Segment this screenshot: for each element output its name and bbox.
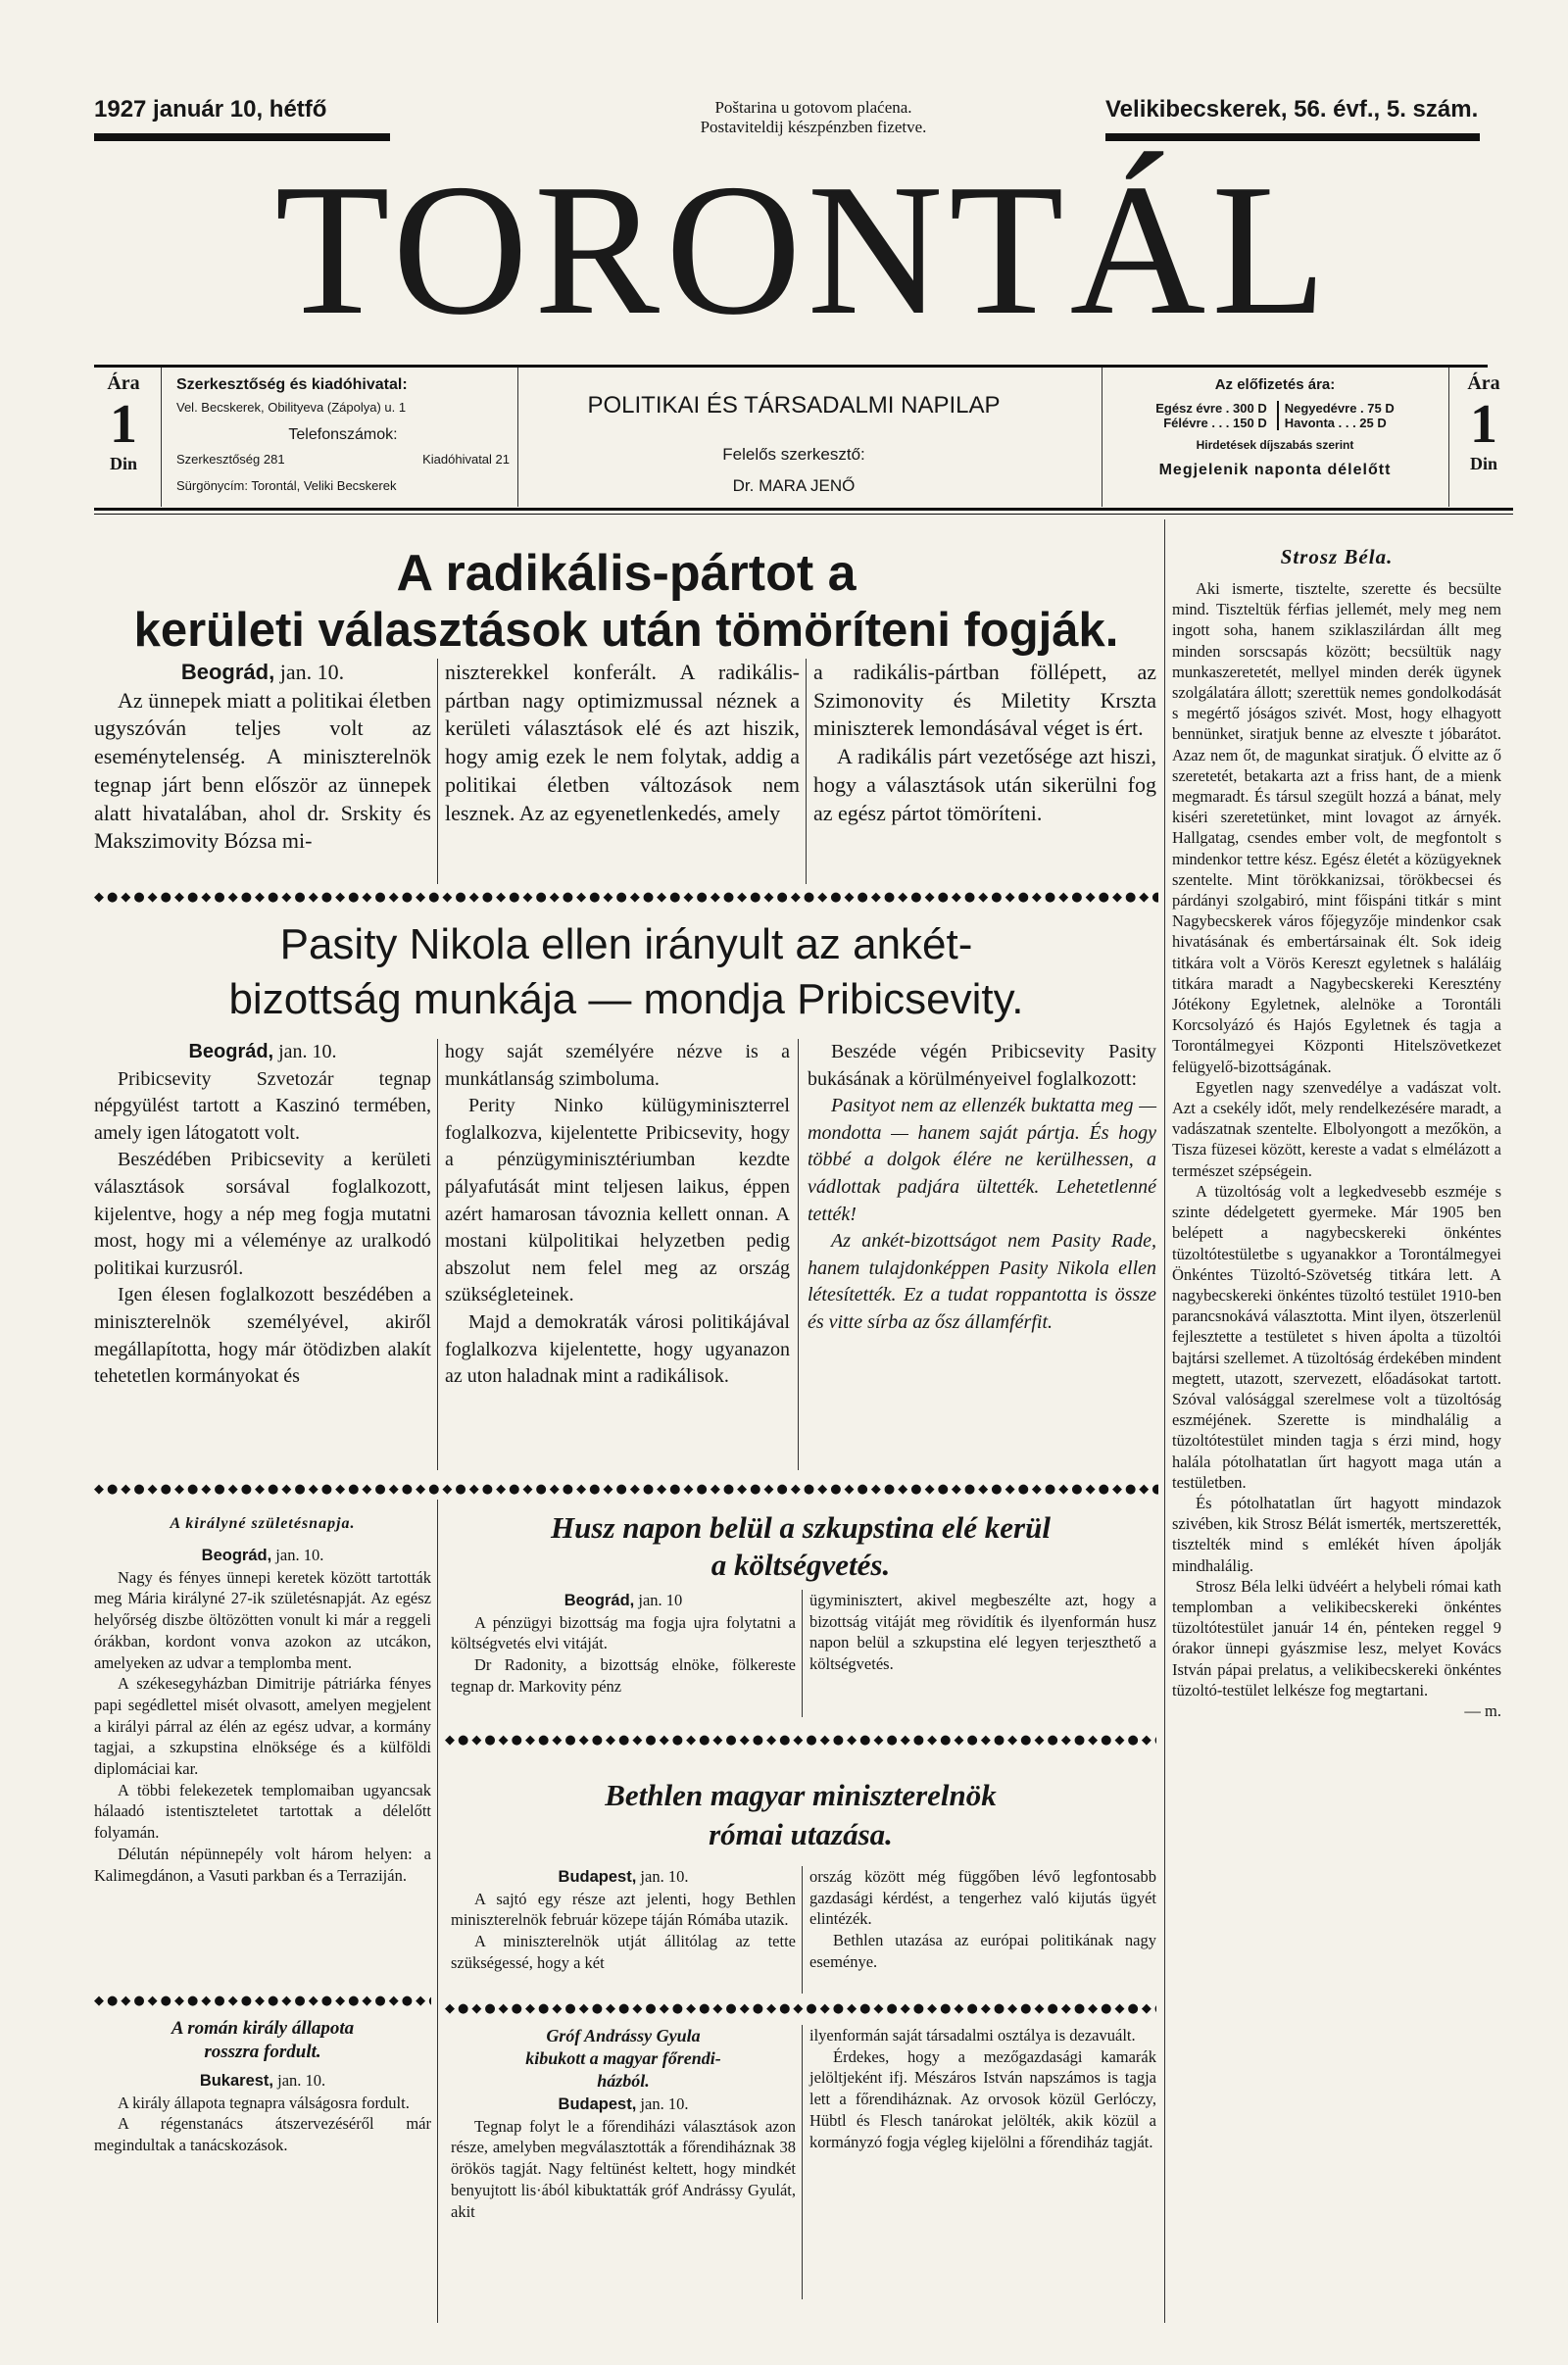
article1-headline xyxy=(94,545,1158,659)
budget-col1-p1: A pénzügyi bizottság ma fogja ujra folytatni a költségvetés elvi vitáját. xyxy=(451,1612,796,1653)
office-address: Vel. Becskerek, Obilityeva (Zápolya) u. 1 xyxy=(176,400,407,415)
andrassy-dateline-place: Budapest, xyxy=(558,2095,637,2113)
queen-p4: Délután népünnepély volt három helyen: a Kalimegdánon, a Vasuti parkban és a Terraziján. xyxy=(94,1844,431,1885)
article1-headline-line1: A radikális-pártot a xyxy=(396,545,857,602)
sub-monthly: Havonta . . . 25 D xyxy=(1277,416,1387,430)
price-unit: Din xyxy=(109,454,137,473)
price-label: Ára xyxy=(107,372,140,394)
obituary-p4: És pótolhatatlan űrt hagyott mindazok szivében, kik Strosz Bélát ismerték, mertszerették, tisztelték mind s emlékét híven ápolják mindhalálig. xyxy=(1172,1493,1501,1575)
queen-p2: A székesegyházban Dimitrije pátriárka fényes papi segédlettel misét olvasott, amelyen megjelent a királyi párral az élén az egész udvar, a kormány tagjai, a szkupstina elnöksége és a külföldi diplomáciai kar. xyxy=(94,1674,431,1779)
phones-row xyxy=(176,452,510,467)
newspaper-title: TORONTÁL xyxy=(274,145,1333,354)
romania-p2: A régenstanács átszervezéséről már megindultak a tanácskozások. xyxy=(94,2114,431,2155)
bethlen-dateline-place: Budapest, xyxy=(558,1868,637,1886)
subscription-row-2 xyxy=(1107,416,1443,430)
obituary-p2: Egyetlen nagy szenvedélye a vadászat volt. Azt a csekély időt, mely rendelkezésére maradt, a vadászatnak szentelte. Elbolyongott a mezőkön, a Tisza füzesei között, kereste a vadat s elmélázott a természet szépségein. xyxy=(1172,1077,1501,1180)
article2-dateline xyxy=(94,1039,431,1066)
office-title: Szerkesztőség és kiadóhivatal: xyxy=(176,376,408,393)
issue-info: Velikibecskerek, 56. évf., 5. szám. xyxy=(1105,96,1479,123)
andrassy-col2 xyxy=(809,2025,1156,2152)
masthead-bottom-rule-2 xyxy=(94,514,1513,515)
article1-col3-p1: a radikális-pártban föllépett, az Szimonovity és Miletity Krszta miniszterek lemondásával véget is ért. xyxy=(813,660,1156,741)
andrassy-divider xyxy=(802,2025,803,2299)
bethlen-col1 xyxy=(451,1866,796,1974)
romania-dateline xyxy=(94,2070,431,2093)
obituary-body xyxy=(1172,578,1501,1721)
sub-daily: Megjelenik naponta délelőtt xyxy=(1158,462,1392,478)
price-unit-right: Din xyxy=(1469,454,1497,473)
article1-dateline xyxy=(94,659,431,687)
article2-divider-1 xyxy=(437,1039,438,1470)
masthead-center xyxy=(529,392,1058,496)
andrassy-headline-line2: kibukott a magyar főrendi- xyxy=(525,2048,721,2068)
andrassy-col1-text: Tegnap folyt le a főrendiházi választások azon része, amelyben megválasztották a főrendiháznak 38 örökös tagját. Nagy feltünést keltett, hogy mindkét benyujtott lis·ából kibuktatták gróf Andrássy Gyulát, akit xyxy=(451,2116,796,2221)
article2-col3-quote2: Az ankét-bizottságot nem Pasity Rade, hanem tulajdonképpen Pasity Nikola ellen létesítették. Ez a tudat roppantotta is össze és vitte sírba az ősz államférfit. xyxy=(808,1230,1156,1333)
andrassy-col2-p2: Érdekes, hogy a mezőgazdasági kamarák jelöltjeként ifj. Mészáros István napszámos is tagja lett a főrendiháznak. Az orvosok közül Gerlóczy, Hübtl és Flesch tanárokat jelölték, akik közül a kormányzó fogja végleg kijelölni a főrendiház tagját. xyxy=(809,2046,1156,2151)
lower-left-divider xyxy=(437,1500,438,2323)
budget-col2-text: ügyminisztert, akivel megbeszélte azt, hogy a bizottság vitáját meg rövidítik és ilyenformán husz napon belül a szkupstina elé legyen terjeszthető a költségvetés. xyxy=(809,1591,1156,1674)
bethlen-divider xyxy=(802,1866,803,1994)
article2-col3-p1: Beszéde végén Pribicsevity Pasity bukásának a körülményeivel foglalkozott: xyxy=(808,1041,1156,1090)
price-value: 1 xyxy=(110,394,137,455)
ornament-divider-3 xyxy=(94,1995,431,2007)
article1-divider-1 xyxy=(437,659,438,884)
budget-dateline-place: Beográd, xyxy=(564,1592,635,1609)
bethlen-col1-p2: A miniszterelnök utját állitólag az tette szükségessé, hogy a két xyxy=(451,1932,796,1972)
article1-dateline-place: Beográd, xyxy=(180,660,275,684)
article1-col3-p2: A radikális párt vezetősége azt hiszi, hogy a választások után sikerülni fog az egész pártot tömöríteni. xyxy=(813,744,1156,825)
romania-dateline-date: jan. 10. xyxy=(277,2071,326,2090)
postage-note xyxy=(627,98,1000,137)
issue-date: 1927 január 10, hétfő xyxy=(94,96,327,123)
masthead-divider-4 xyxy=(1448,368,1449,507)
bethlen-col2-p1: ország között még függőben lévő legfontosabb gazdasági kérdést, a tengerhez való kijutás ügyét elintézék. xyxy=(809,1867,1156,1929)
obituary-p5: Strosz Béla lelki üdvéért a helybeli római kath templomban a velikibecskereki önkéntes tüzoltótestület január 14 én, pénteken reggel 9 órakor ünnepi gyászmise lesz, melyet Kovács István pápai prelatus, a velikibecskereki önkéntes tüzoltó-testület lelkésze fog megtartani. xyxy=(1172,1576,1501,1700)
budget-col1-p2: Dr Radonity, a bizottság elnöke, fölkereste tegnap dr. Markovity pénz xyxy=(451,1655,796,1696)
bethlen-col1-p1: A sajtó egy része azt jelenti, hogy Bethlen miniszterelnök február közepe táján Rómába utazik. xyxy=(451,1889,796,1930)
article2-col1-p2: Beszédében Pribicsevity a kerületi választások sorsával foglalkozott, kijelentve, hogy a nép meg fogja mutatni most, hogy mi a véleménye az uralkodó politikai kurzusról. xyxy=(94,1149,431,1279)
obituary-headline: Strosz Béla. xyxy=(1280,545,1394,568)
andrassy-headline-line3: házból. xyxy=(597,2071,650,2091)
phone-editorial: Szerkesztőség 281 xyxy=(176,452,285,467)
queen-headline: A királyné születésnapja. xyxy=(170,1515,356,1532)
bethlen-col2-p2: Bethlen utazása az európai politikának nagy eseménye. xyxy=(809,1931,1156,1971)
masthead-top-rule xyxy=(94,365,1488,368)
queen-dateline-place: Beográd, xyxy=(201,1547,272,1564)
andrassy-col1 xyxy=(451,2094,796,2222)
bethlen-dateline xyxy=(451,1866,796,1889)
bethlen-dateline-date: jan. 10. xyxy=(640,1867,689,1886)
romania-article xyxy=(94,2070,431,2156)
article2-col1 xyxy=(94,1039,431,1391)
ornament-divider-1 xyxy=(94,892,1158,904)
sub-quarterly: Negyedévre . 75 D xyxy=(1277,401,1395,416)
article2-col1-p3: Igen élesen foglalkozott beszédében a miniszterelnök személyével, akiről megállapította, hogy már ötödizben alakít tehetetlen kormányokat és xyxy=(94,1284,431,1388)
article2-col2 xyxy=(445,1039,790,1391)
subscription-box xyxy=(1107,376,1443,479)
article2-col2-p1: hogy saját személyére nézve is a munkátlanság szimboluma. xyxy=(445,1041,790,1090)
romania-p1: A király állapota tegnapra válságosra fordult. xyxy=(118,2093,410,2112)
subscription-title: Az előfizetés ára: xyxy=(1214,376,1336,393)
obituary-p1: Aki ismerte, tisztelte, szerette és becsülte mind. Tiszteltük férfias jellemét, mely meg nem ingott soha, hanem sziklaszilárdan állt meg minden sorscsapás között; becsültük nagy munkaszeretetét, mellyel minden derék ügynek szolgálatára állott; szerettük nemes gondolkodását s megértő jóságos szivét. Most, hogy elhagyott bennünket, siratjuk benne az elveszte t jóbarátot. Azaz nem őt, de magunkat siratjuk. Ő elvitte az ő szeretetét, betakarta azt a friss hant, de a mienk megmaradt. És társul szegült hozzá a bánat, mely kiséri szeretetünket, mint lovagot az árnyék. Hallgatag, csendes ember volt, de megfontolt s mindenkor tettre kész. Egész életét a közügyeknek szentelte. Mint törökkanizsai, törökbecsei és párdányi szolgabiró, mint főispáni titkár s mint Nagybecskerek város főjegyzője mindenkor csak hivatásának és embertársainak élt. Sok ideig titkára volt a Vörös Kereszt egyletnek s haláláig titkára maradt a Nagybecskereki Keresztény Jótékony Egyletnek, alelnöke a Torontáli Korcsolyázó és Hajós Egyletnek és tagja a Torontálmegyei Központi Hitelszövetkezet felügyelő-bizottságának. xyxy=(1172,579,1501,1076)
article2-dateline-place: Beográd, xyxy=(188,1041,274,1062)
editor-name: Dr. MARA JENŐ xyxy=(732,476,856,495)
article2-divider-2 xyxy=(798,1039,799,1470)
article2-headline-line2: bizottság munkája — mondja Pribicsevity. xyxy=(228,975,1024,1023)
budget-headline xyxy=(445,1509,1156,1584)
article2-dateline-date: jan. 10. xyxy=(278,1041,337,1062)
budget-dateline xyxy=(451,1590,796,1612)
masthead-divider-2 xyxy=(517,368,518,507)
romania-headline-line1: A román király állapota xyxy=(171,2018,355,2039)
masthead-divider-1 xyxy=(161,368,162,507)
romania-dateline-place: Bukarest, xyxy=(199,2072,274,2090)
romania-headline xyxy=(94,2017,431,2064)
masthead-bottom-rule xyxy=(94,508,1513,511)
andrassy-headline xyxy=(451,2025,796,2093)
editor-label: Felelős szerkesztő: xyxy=(722,445,865,464)
article2-col1-p1: Pribicsevity Szvetozár tegnap népgyülést tartott a Kaszinó termében, amely igen látogatott volt. xyxy=(94,1067,431,1144)
article2-col2-p3: Majd a demokraták városi politikájával foglalkozva kijelentette, hogy ugyanazon az uton haladnak mint a radikálisok. xyxy=(445,1310,790,1388)
article1-col2-text: niszterekkel konferált. A radikális-pártban nagy optimizmussal néznek a kerületi választások elé és azt hiszik, hogy amig ezek le nem folytak, addig a politikai életben változások nem lesznek. Az az egyenetlenkedés, amely xyxy=(445,660,800,825)
article1-col3 xyxy=(813,659,1156,827)
article1-col1 xyxy=(94,659,431,856)
sub-ads: Hirdetések díjszabás szerint xyxy=(1196,438,1354,452)
ornament-divider-4 xyxy=(445,1735,1156,1747)
queen-p3: A többi felekezetek templomaiban ugyancsak hálaadó istentiszteletet tartottak a délelőtt folyamán. xyxy=(94,1780,431,1843)
article1-dateline-date: jan. 10. xyxy=(279,660,345,684)
bethlen-col2 xyxy=(809,1866,1156,1973)
sub-halfyear: Félévre . . . 150 D xyxy=(1163,416,1267,430)
queen-p1: Nagy és fényes ünnepi keretek között tartották meg Mária királyné 27-ik születésnapját. Az egész helyőrség diszbe öltözötten vonult ki már a reggeli órákban, kordont vonva azokon az utcákon, amelyeken az udvar a templomba ment. xyxy=(94,1567,431,1672)
article2-col3-quote1: Pasityot nem az ellenzék buktatta meg — mondotta — hanem saját pártja. És hogy többé a dolgok élére ne kerülhessen, a vádlottak padjára ültették. Lehetetlenné tették! xyxy=(808,1095,1156,1225)
price-box-right xyxy=(1454,372,1513,474)
article2-headline xyxy=(94,917,1158,1027)
queen-article xyxy=(94,1545,431,1886)
price-box-left xyxy=(94,372,153,474)
column-divider-right xyxy=(1164,519,1165,2323)
newspaper-subtitle: POLITIKAI ÉS TÁRSADALMI NAPILAP xyxy=(587,392,1001,419)
price-value-right: 1 xyxy=(1470,394,1497,455)
budget-headline-line1: Husz napon belül a szkupstina elé kerül xyxy=(551,1510,1051,1545)
bethlen-headline-line1: Bethlen magyar miniszterelnök xyxy=(605,1778,997,1812)
queen-dateline-date: jan. 10. xyxy=(275,1546,324,1564)
obituary-signature: — m. xyxy=(1464,1700,1501,1720)
obituary-p3: A tüzoltóság volt a legkedvesebb eszméje s szinte dédelgetett gyermeke. Már 1905 ben belépett a nagybecskereki önkéntes tüzoltótestületbe s ugyanakkor a Torontálmegyei Önkéntes Tüzoltó-Szövetség titkára lett. A nagybecskereki önkéntes tüzoltó testület 1910-ben parancsnokává választotta. Mint ilyen, ötszerlenül fejlesztette a testületet s hiven ápolta a tüzoltói bajtársi szellemet. A tüzoltóság érdekében mindent megtett, utazott, szervezett, előadásokat tartott. Szóval valósággal szerelmese volt a tüzoltóság eszméjének. Szerette is mindhalálig a tüzoltótestület minden tagja s érzi mind, hogy halála pótolhatatlan űrt hagyott maga után a testületben. xyxy=(1172,1181,1501,1492)
article2-col3 xyxy=(808,1039,1156,1337)
ornament-divider-2 xyxy=(94,1484,1158,1496)
andrassy-col2-p1: ilyenformán saját társadalmi osztálya is dezavuált. xyxy=(809,2026,1136,2045)
bethlen-headline xyxy=(445,1776,1156,1854)
andrassy-dateline xyxy=(451,2094,796,2116)
subscription-row-1 xyxy=(1107,401,1443,416)
budget-dateline-date: jan. 10 xyxy=(638,1591,683,1609)
price-label-right: Ára xyxy=(1467,372,1500,394)
phone-publisher: Kiadóhivatal 21 xyxy=(422,452,510,467)
article2-col2-p2: Perity Ninko külügyminiszterrel foglalkozva, kijelentette Pribicsevity, hogy a pénzügyminisztériumban kezdte pályafutását mint teljesen laikus, éppen azért hamarosan távoznia kellett onnan. A mostani külpolitikai helyzetben pedig abszolut nem felel meg az ország szükségleteinek. xyxy=(445,1095,790,1306)
postage-line-1: Poštarina u gotovom plaćena. xyxy=(714,98,912,117)
sub-annual: Egész évre . 300 D xyxy=(1155,401,1267,416)
budget-col2 xyxy=(809,1590,1156,1675)
office-box xyxy=(176,376,510,493)
queen-dateline xyxy=(94,1545,431,1567)
budget-col1 xyxy=(451,1590,796,1698)
andrassy-dateline-date: jan. 10. xyxy=(640,2094,689,2113)
article1-col1-text: Az ünnepek miatt a politikai életben ugyszóván teljes volt az eseménytelenség. A miniszterelnök tegnap járt benn először az ünnepek alatt hivatalában, ahol dr. Srskity és Makszimovity Bózsa mi- xyxy=(94,687,431,854)
phones-title: Telefonszámok: xyxy=(288,426,398,443)
postage-line-2: Postaviteldij készpénzben fizetve. xyxy=(700,118,927,136)
telegram-address: Sürgönycím: Torontál, Veliki Becskerek xyxy=(176,478,397,493)
article1-divider-2 xyxy=(806,659,807,884)
bethlen-headline-line2: római utazása. xyxy=(709,1817,893,1851)
article2-headline-line1: Pasity Nikola ellen irányult az ankét- xyxy=(279,920,973,968)
andrassy-headline-line1: Gróf Andrássy Gyula xyxy=(546,2026,701,2045)
romania-headline-line2: rosszra fordult. xyxy=(204,2042,321,2062)
budget-headline-line2: a költségvetés. xyxy=(710,1548,891,1582)
article1-col2 xyxy=(445,659,800,827)
article1-headline-line2: kerületi választások után tömöríteni fogják. xyxy=(133,604,1119,657)
budget-divider xyxy=(802,1590,803,1717)
ornament-divider-5 xyxy=(445,2003,1156,2015)
